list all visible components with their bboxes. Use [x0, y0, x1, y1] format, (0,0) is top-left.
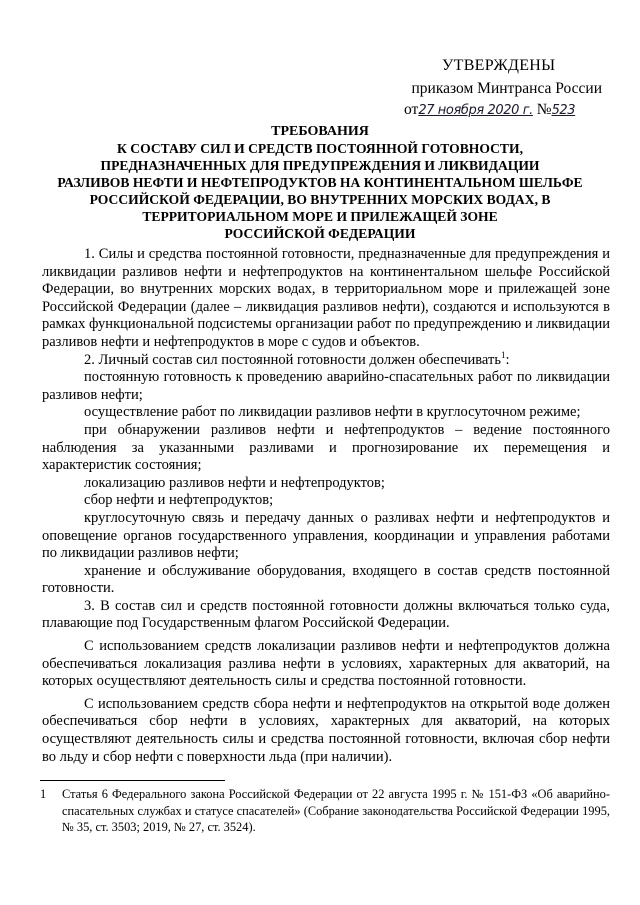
list-item: локализацию разливов нефти и нефтепродуктов;: [84, 474, 385, 491]
paragraph-2: [42, 349, 610, 370]
title-line: ПРЕДНАЗНАЧЕННЫХ ДЛЯ ПРЕДУПРЕЖДЕНИЯ И ЛИКВИДАЦИИ: [100, 158, 540, 173]
date-prefix: от: [404, 101, 419, 118]
list-item: хранение и обслуживание оборудования, входящего в состав средств постоянной готовности.: [42, 562, 610, 597]
title-line: РАЗЛИВОВ НЕФТИ И НЕФТЕПРОДУКТОВ НА КОНТИНЕНТАЛЬНОМ ШЕЛЬФЕ: [57, 175, 583, 190]
title-line: РОССИЙСКОЙ ФЕДЕРАЦИИ, ВО ВНУТРЕННИХ МОРСКИХ ВОДАХ, В: [89, 192, 551, 207]
paragraph-1: 1. Силы и средства постоянной готовности, предназначенные для предупреждения и ликвидации разливов нефти и нефтепродуктов на континентальном шельфе Российской Федерации, во внутренних морских водах, в территориальном море и прилежащей зоне Российской Федерации (далее – ликвидация разливов нефти), создаются и используются в рамках функциональной подсистемы организации работ по предупреждению и ликвидации разливов нефти и нефтепродуктов в море с судов и объектов.: [42, 246, 610, 350]
paragraph-3: 3. В состав сил и средств постоянной готовности должны включаться только суда, плавающие под Государственным флагом Российской Федерации.: [42, 597, 610, 632]
title-heading: ТРЕБОВАНИЯ: [271, 124, 369, 139]
title-line: К СОСТАВУ СИЛ И СРЕДСТВ ПОСТОЯННОЙ ГОТОВНОСТИ,: [117, 141, 523, 156]
list-item: при обнаружении разливов нефти и нефтепродуктов – ведение постоянного наблюдения за указанными разливами и прогнозирование их перемещения и характеристик состояния;: [42, 421, 610, 474]
document-title: [40, 123, 600, 242]
list-item: сбор нефти и нефтепродуктов;: [84, 492, 274, 509]
handwritten-number: 523: [551, 103, 576, 118]
paragraph-collection: С использованием средств сбора нефти и нефтепродуктов на открытой воде должен обеспечиваться сбор нефти в условиях, характерных для акваторий, на которых осуществляют деятельность силы и средства постоянной готовности, включая сбор нефти во льду и сбор нефти с поверхности льда (при наличии).: [42, 695, 610, 765]
approval-order: приказом Минтранса России: [411, 80, 602, 97]
list-item: осуществление работ по ликвидации разливов нефти в круглосуточном режиме;: [84, 404, 581, 421]
footnote-divider: [40, 780, 225, 781]
footnote-number: 1: [40, 787, 47, 801]
list-item: постоянную готовность к проведению аварийно-спасательных работ по ликвидации разливов нефти;: [42, 369, 610, 403]
handwritten-date: 27 ноября 2020 г.: [418, 103, 533, 118]
approval-date-line: [382, 100, 602, 121]
footnote-ref: 1: [500, 349, 506, 360]
approval-block: [382, 56, 602, 121]
title-line: РОССИЙСКОЙ ФЕДЕРАЦИИ: [224, 226, 416, 241]
list-item: круглосуточную связь и передачу данных о разливах нефти и нефтепродуктов и оповещение органов государственного управления, координации и управления работами по ликвидации разливов нефти;: [42, 509, 610, 562]
footnote-text: Статья 6 Федерального закона Российской Федерации от 22 августа 1995 г. № 151-ФЗ «Об аварийно-спасательных службах и статусе спасателей» (Собрание законодательства Российской Федерации 1995, № 35, ст. 3503; 2019, № 27, ст. 3524).: [62, 787, 610, 835]
number-prefix: №: [536, 101, 552, 118]
paragraph-2-end: :: [505, 351, 510, 368]
document-body: [42, 246, 610, 766]
paragraph-2-text: 2. Личный состав сил постоянной готовности должен обеспечивать: [84, 351, 501, 368]
paragraph-localization: С использованием средств локализации разливов нефти и нефтепродуктов должна обеспечиваться локализация разлива нефти в условиях, характерных для акваторий, на которых осуществляют деятельность силы и средства постоянной готовности.: [42, 638, 610, 690]
footnote: [40, 786, 610, 836]
approval-heading: УТВЕРЖДЕНЫ: [442, 57, 556, 74]
title-line: ТЕРРИТОРИАЛЬНОМ МОРЕ И ПРИЛЕЖАЩЕЙ ЗОНЕ: [142, 209, 498, 224]
